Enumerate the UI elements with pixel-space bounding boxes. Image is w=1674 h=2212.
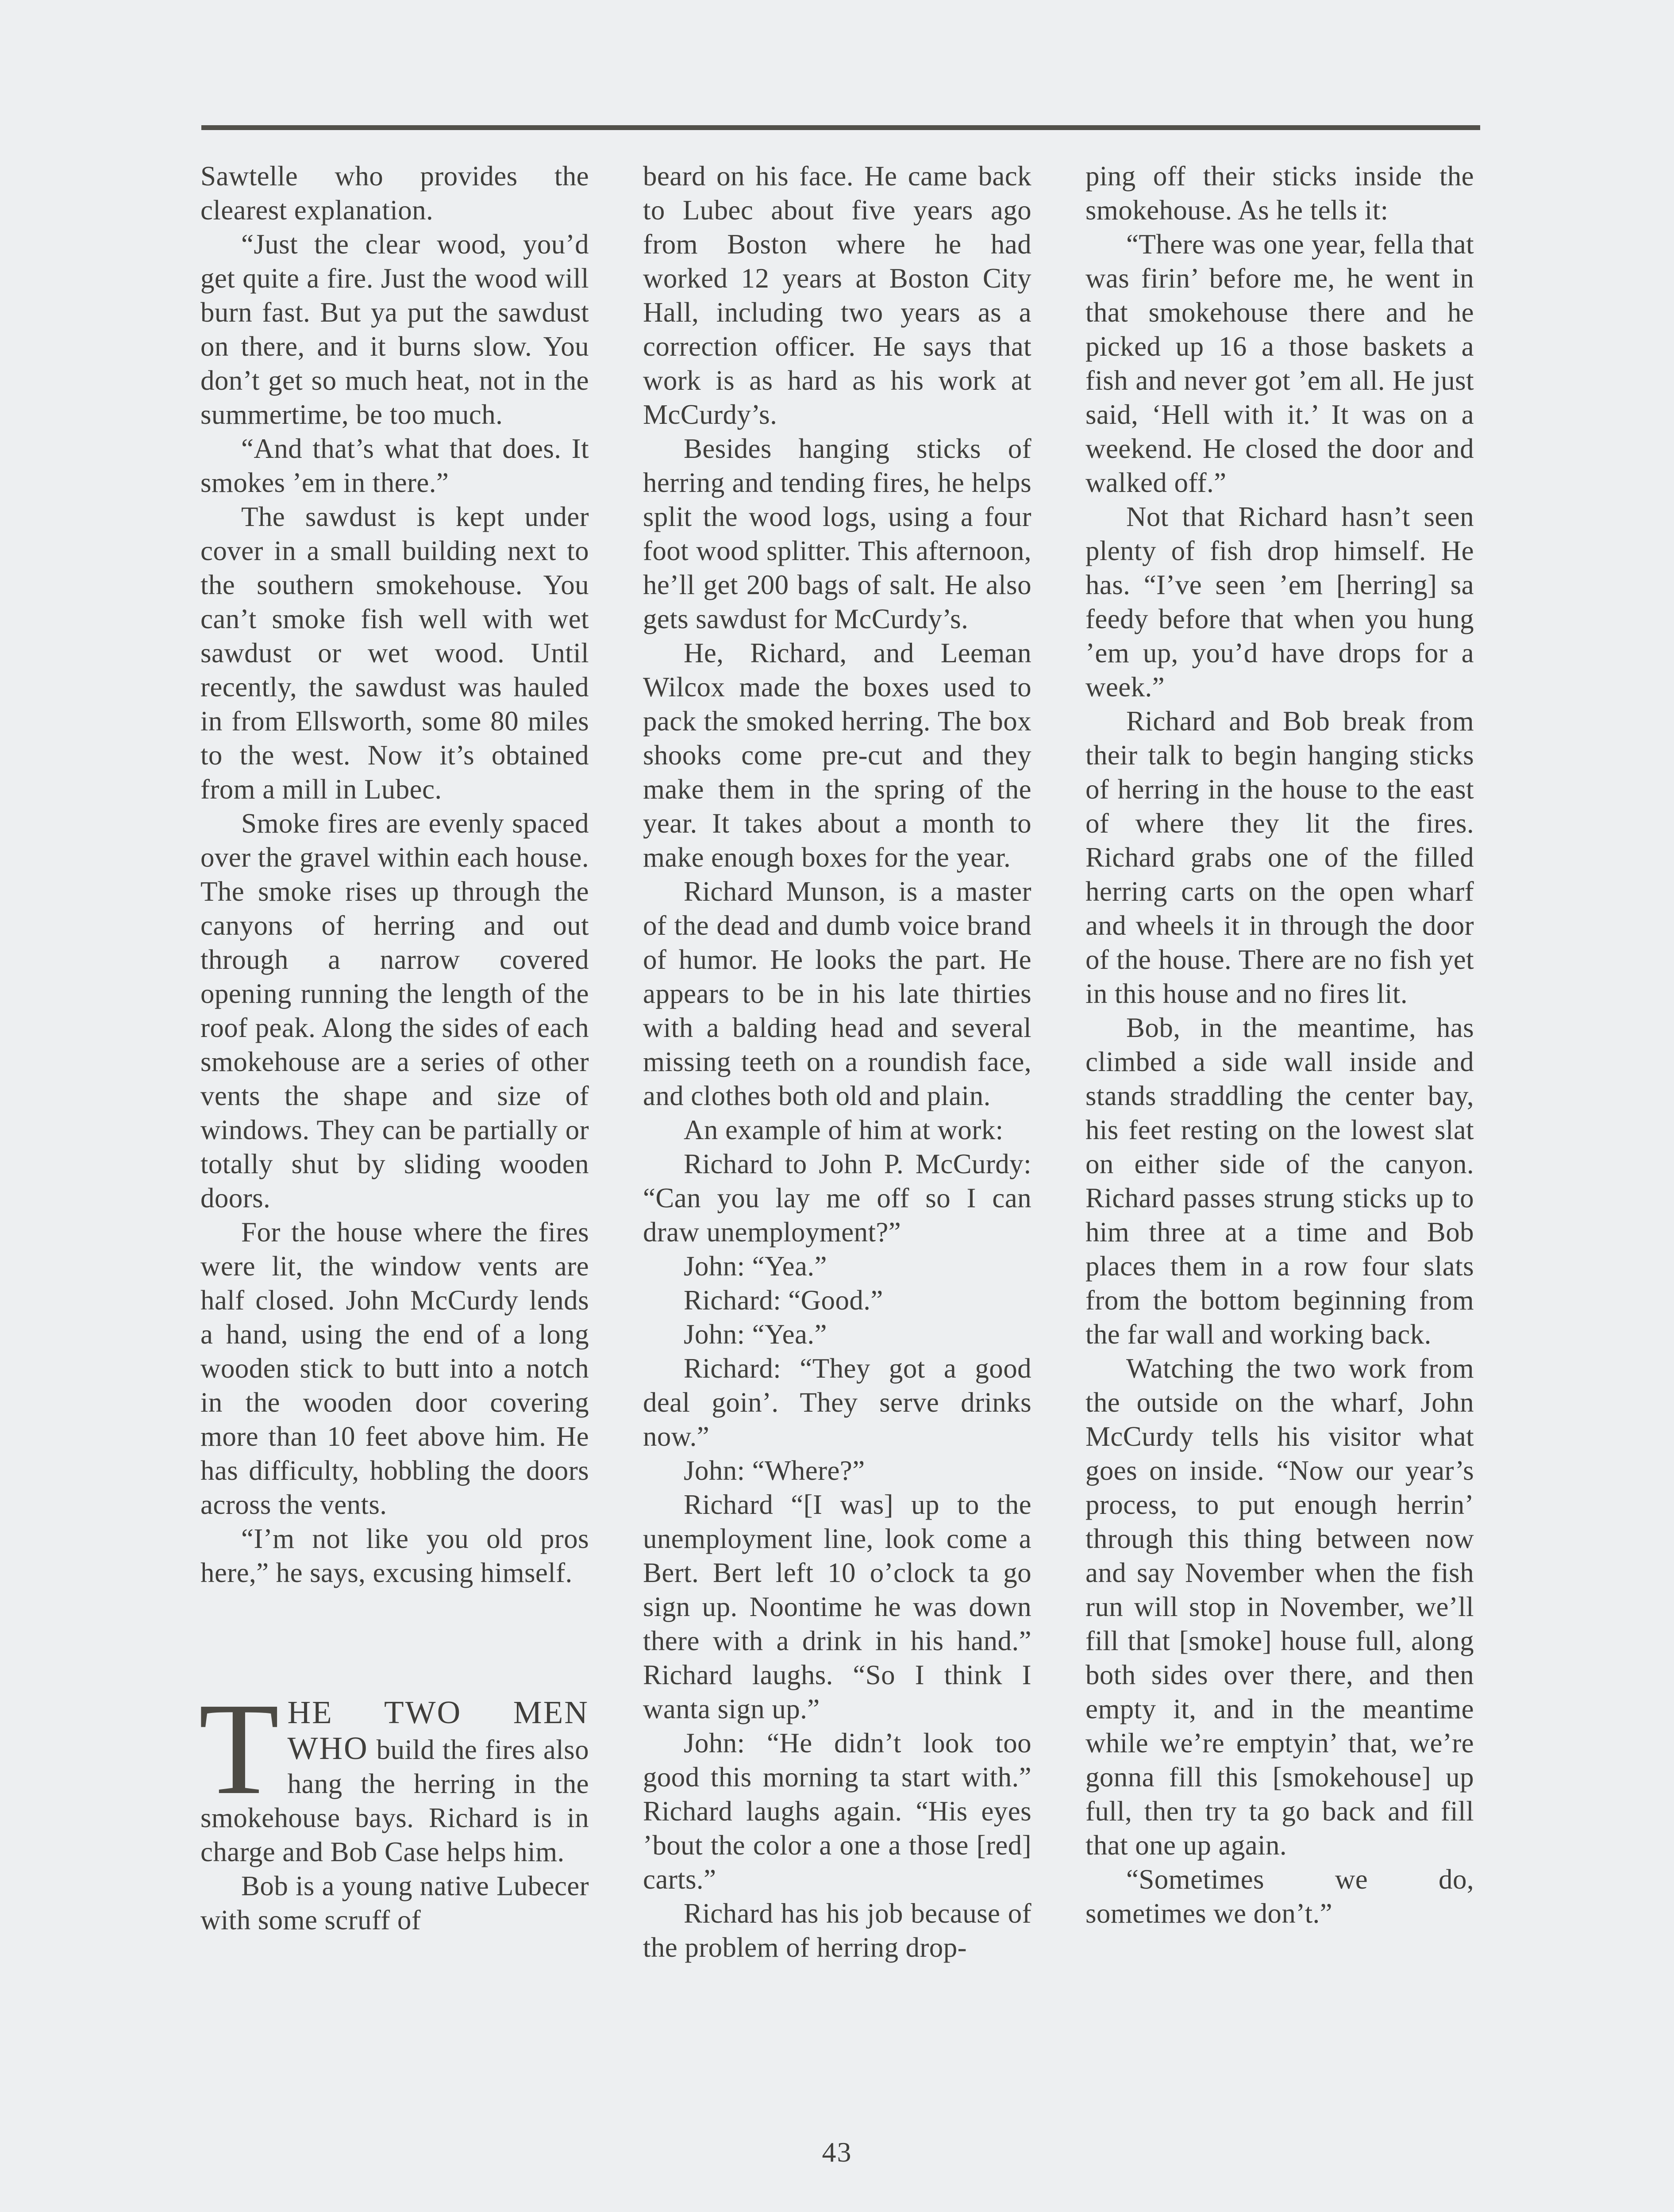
column-left (200, 159, 589, 1937)
paragraph: “There was one year, fella that was firin’ before me, he went in that smokehouse there and he picked up 16 a those baskets a fish and never got ’em all. He just said, ‘Hell with it.’ It was on a weekend. He closed the door and walked off.” (1085, 229, 1474, 498)
paragraph: The sawdust is kept under cover in a small building next to the southern smokehouse. You can’t smoke fish well with wet sawdust or wet wood. Until recently, the sawdust was hauled in from Ellsworth, some 80 miles to the west. Now it’s obtained from a mill in Lubec. (200, 501, 589, 805)
paragraph: Sawtelle who provides the clearest explanation. (200, 161, 589, 226)
paragraph: Not that Richard hasn’t seen plenty of fish drop himself. He has. “I’ve seen ’em [herring] sa feedy before that when you hung ’em up, you’d have drops for a week.” (1085, 501, 1474, 703)
paragraph: An example of him at work: (684, 1114, 1004, 1145)
paragraph: “Just the clear wood, you’d get quite a fire. Just the wood will burn fast. But ya put the sawdust on there, and it burns slow. You don’t get so much heat, not in the summertime, be too much. (200, 229, 589, 430)
paragraph: beard on his face. He came back to Lubec about five years ago from Boston where he had worked 12 years at Boston City Hall, including two years as a correction officer. He says that work is as hard as his work at McCurdy’s. (643, 161, 1031, 430)
paragraph: He, Richard, and Leeman Wilcox made the boxes used to pack the smoked herring. The box shooks come pre-cut and they make them in the spring of the year. It takes about a month to make enough boxes for the year. (643, 637, 1031, 873)
paragraph: Richard has his job because of the problem of herring drop- (643, 1898, 1031, 1963)
page-number: 43 (822, 2136, 852, 2168)
paragraph: Richard “[I was] up to the unemployment line, look come a Bert. Bert left 10 o’clock ta go sign up. Noontime he was down there with a drink in his hand.” Richard laughs. “So I think I wanta sign up.” (643, 1489, 1031, 1724)
paragraph: John: “Yea.” (684, 1251, 827, 1282)
column-right (1085, 159, 1474, 1931)
paragraph: Richard: “They got a good deal goin’. They serve drinks now.” (643, 1353, 1031, 1452)
section-opening-paragraph (199, 1676, 589, 1869)
section-lead-caps: HE TWO MEN WHO (287, 1694, 589, 1766)
paragraph: John: “Where?” (684, 1455, 865, 1486)
paragraph: For the house where the fires were lit, the window vents are half closed. John McCurdy lends a hand, using the end of a long wooden stick to butt into a notch in the wooden door covering more than 10 feet above him. He has difficulty, hobbling the doors across the vents. (200, 1217, 589, 1520)
paragraph: Watching the two work from the outside on the wharf, John McCurdy tells his visitor what goes on inside. “Now our year’s process, to put enough herrin’ through this thing between now and say November when the fish run will stop in November, we’ll fill that [smoke] house full, along both sides over there, and then empty it, and in the meantime while we’re emptyin’ that, we’re gonna fill this [smokehouse] up full, then try ta go back and fill that one up again. (1085, 1353, 1474, 1861)
paragraph: “And that’s what that does. It smokes ’em in there.” (200, 433, 589, 498)
paragraph: Bob is a young native Lubecer with some scruff of (200, 1870, 589, 1936)
paragraph: Bob, in the meantime, has climbed a side wall inside and stands straddling the center bay, his feet resting on the lowest slat on either side of the canyon. Richard passes strung sticks up to him three at a time and Bob places them in a row four slats from the bottom beginning from the far wall and working back. (1085, 1012, 1474, 1350)
paragraph: “I’m not like you old pros here,” he says, excusing himself. (200, 1523, 589, 1588)
dropcap-initial: T (199, 1676, 280, 1822)
paragraph: Richard and Bob break from their talk to begin hanging sticks of herring in the house to the east of where they lit the fires. Richard grabs one of the filled herring carts on the open wharf and wheels it in through the door of the house. There are no fish yet in this house and no fires lit. (1085, 706, 1474, 1009)
top-rule (201, 125, 1480, 130)
paragraph: John: “Yea.” (684, 1319, 827, 1350)
section-text: build the fires also hang the herring in the smokehouse bays. Richard is in charge and Bob Case helps him. (200, 1734, 589, 1867)
paragraph: Smoke fires are evenly spaced over the gravel within each house. The smoke rises up through the canyons of herring and out through a narrow covered opening running the length of the roof peak. Along the sides of each smokehouse are a series of other vents the shape and size of windows. They can be partially or totally shut by sliding wooden doors. (200, 808, 589, 1214)
column-center (643, 159, 1031, 1965)
paragraph: Richard Munson, is a master of the dead and dumb voice brand of humor. He looks the part. He appears to be in his late thirties with a balding head and several missing teeth on a roundish face, and clothes both old and plain. (643, 876, 1031, 1111)
paragraph: “Sometimes we do, sometimes we don’t.” (1085, 1864, 1474, 1929)
paragraph: Richard to John P. McCurdy: “Can you lay me off so I can draw unemployment?” (643, 1148, 1031, 1248)
paragraph: Besides hanging sticks of herring and tending fires, he helps split the wood logs, using a four foot wood splitter. This afternoon, he’ll get 200 bags of salt. He also gets sawdust for McCurdy’s. (643, 433, 1031, 634)
paragraph: Richard: “Good.” (684, 1285, 883, 1316)
paragraph: ping off their sticks inside the smokehouse. As he tells it: (1085, 161, 1474, 226)
paragraph: John: “He didn’t look too good this morning ta start with.” Richard laughs again. “His eyes ’bout the color a one a those [red] carts.” (643, 1728, 1031, 1895)
